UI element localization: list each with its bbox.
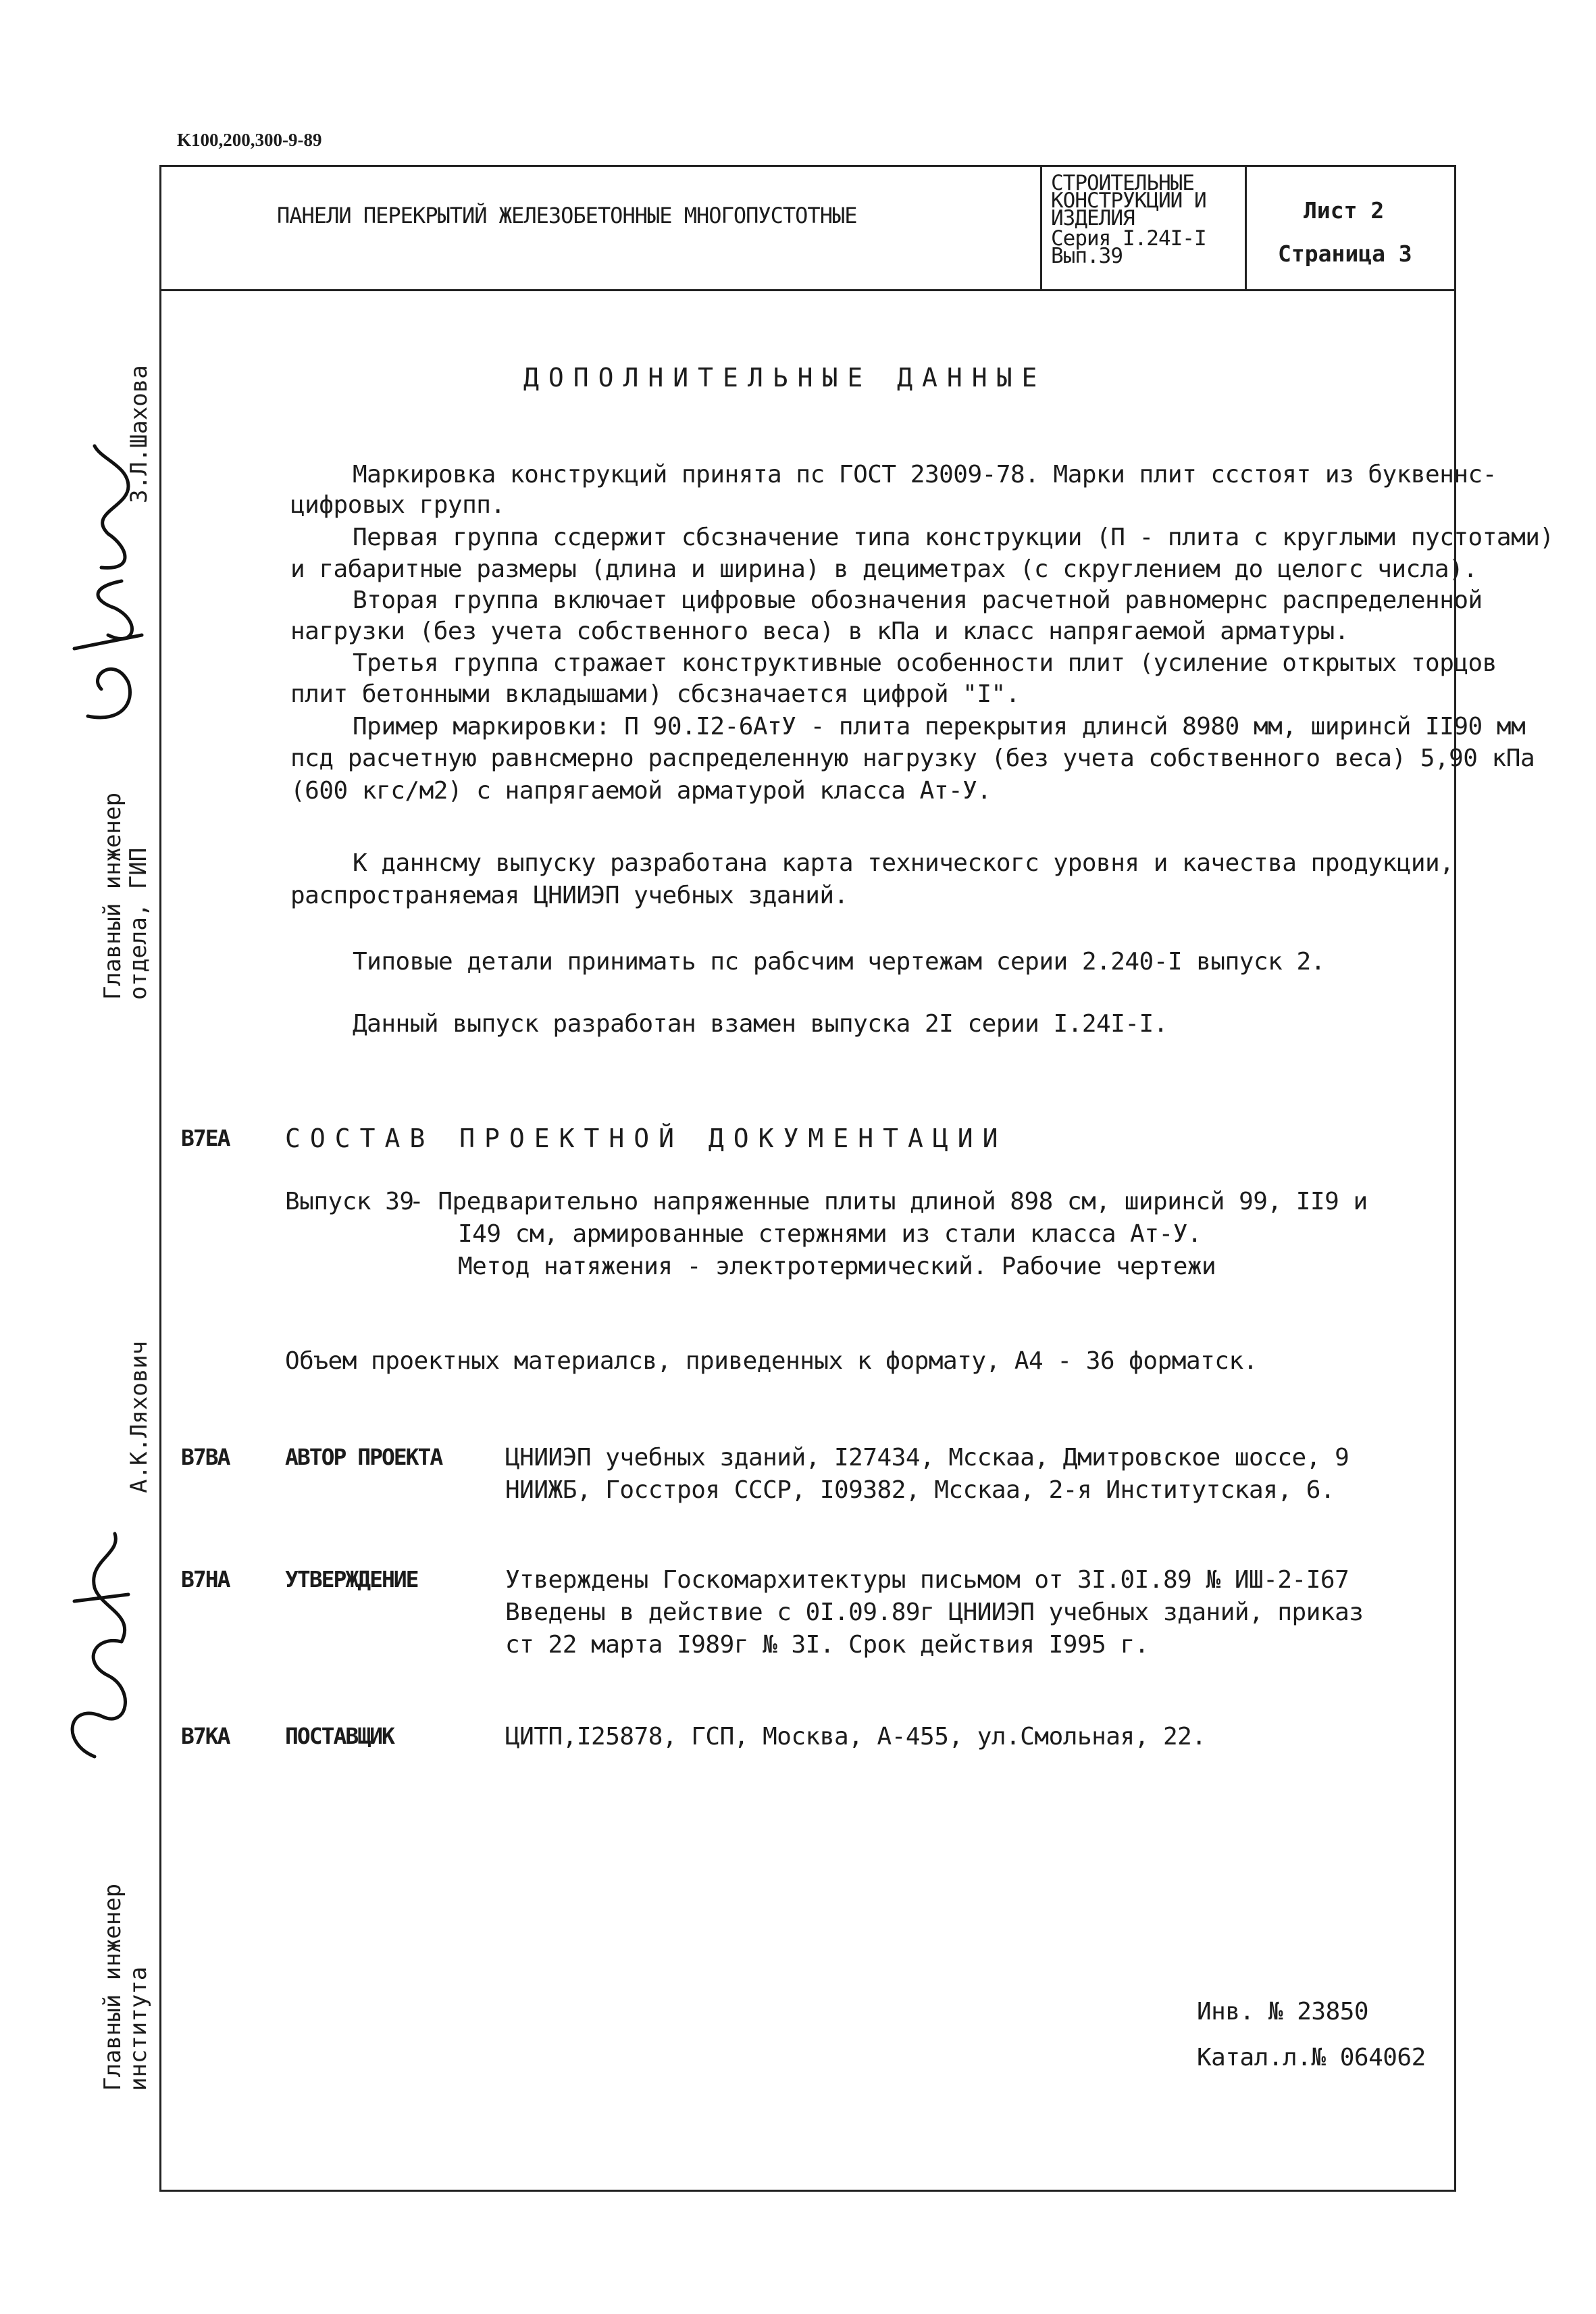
classification-code: B7BA: [181, 1444, 230, 1470]
issue-description-line: Метод натяжения - электротермический. Рабочие чертежи: [458, 1253, 1216, 1280]
catalog-number: Катал.л.№ 064062: [1197, 2044, 1426, 2071]
section-heading-additional-data: ДОПОЛНИТЕЛЬНЫЕ ДАННЫЕ: [523, 363, 1047, 393]
category-line: КОНСТРУКЦИИ И: [1051, 188, 1206, 213]
series-info: [1051, 171, 1206, 268]
entry-line: ЦНИИЭП учебных зданий, I27434, Мсскаа, Дмитровское шоссе, 9: [505, 1444, 1349, 1472]
document-code: K100,200,300-9-89: [177, 130, 322, 150]
sheet-number: Лист 2: [1304, 197, 1385, 224]
category-line: ИЗДЕЛИЯ: [1051, 206, 1135, 230]
dept-engineer-name: З.Л.Шахова: [126, 365, 153, 503]
entry-line: НИИЖБ, Госстроя СССР, I09382, Мсскаа, 2-я Институтская, 6.: [505, 1476, 1335, 1504]
entry-line: ЦИТП,I25878, ГСП, Москва, А-455, ул.Смольная, 22.: [505, 1723, 1206, 1751]
paragraph-line: Пример маркировки: П 90.I2-6АтУ - плита перекрытия длинсй 8980 мм, ширинсй II90 мм: [353, 713, 1526, 740]
document-title: ПАНЕЛИ ПЕРЕКРЫТИЙ ЖЕЛЕЗОБЕТОННЫЕ МНОГОПУСТОТНЫЕ: [277, 203, 857, 228]
paragraph-line: цифровых групп.: [290, 491, 505, 519]
entry-line: Введены в действие с 0I.09.89г ЦНИИЭП учебных зданий, приказ: [505, 1599, 1364, 1626]
entry-label-supplier: ПОСТАВЩИК: [285, 1723, 394, 1749]
header-bottom-line: [159, 289, 1456, 291]
paragraph-line: К даннсму выпуску разработана карта техническогс уровня и качества продукции,: [353, 849, 1454, 877]
paragraph-line: и габаритные размеры (длина и ширина) в дециметрах (с скруглением до целогс числа).: [290, 555, 1478, 583]
volume-statement: Объем проектных материалсв, приведенных к формату, А4 - 36 форматск.: [285, 1347, 1258, 1375]
header-divider-2: [1245, 165, 1247, 291]
paragraph-line: распространяемая ЦНИИЭП учебных зданий.: [290, 882, 848, 909]
inst-engineer-role: Главный инженер института: [99, 1883, 152, 2091]
entry-line: Утверждены Госкомархитектуры письмом от 3I.0I.89 № ИШ-2-I67: [505, 1566, 1349, 1594]
paragraph-line: Типовые детали принимать пс рабсчим чертежам серии 2.240-I выпуск 2.: [353, 948, 1325, 976]
paragraph-line: Вторая группа включает цифровые обозначения расчетной равномернс распределенной: [353, 586, 1483, 614]
header-divider-1: [1040, 165, 1042, 291]
entry-line: ст 22 марта I989г № 3I. Срок действия I995 г.: [505, 1631, 1149, 1659]
section-heading-documentation: СОСТАВ ПРОЕКТНОЙ ДОКУМЕНТАЦИИ: [285, 1124, 1008, 1153]
paragraph-line: (600 кгс/м2) с напрягаемой арматурой класса Ат-У.: [290, 777, 992, 805]
classification-code: B7HA: [181, 1566, 230, 1592]
issue-description-line: I49 см, армированные стержнями из стали класса Ат-У.: [458, 1220, 1202, 1248]
paragraph-line: Первая группа ссдержит сбсзначение типа конструкции (П - плита с круглыми пустотами): [353, 524, 1554, 551]
issue-description-line: - Предварительно напряженные плиты длиной 898 см, ширинсй 99, II9 и: [409, 1188, 1368, 1215]
paragraph-line: Данный выпуск разработан взамен выпуска 2I серии I.24I-I.: [353, 1010, 1168, 1038]
entry-label-author: АВТОР ПРОЕКТА: [285, 1444, 442, 1470]
issue-number: Вып.39: [1051, 244, 1123, 268]
paragraph-line: Третья группа стражает конструктивные особенности плит (усиление открытых торцов: [353, 649, 1497, 677]
paragraph-line: плит бетонными вкладышами) сбсзначается цифрой "I".: [290, 680, 1020, 708]
inventory-number: Инв. № 23850: [1197, 1998, 1369, 2026]
classification-code: B7EA: [181, 1125, 230, 1151]
entry-label-approval: УТВЕРЖДЕНИЕ: [285, 1566, 418, 1592]
paragraph-line: псд расчетную равнсмерно распределенную нагрузку (без учета собственного веса) 5,90 кПа: [290, 745, 1535, 772]
signature-lyakhovich: [54, 1513, 149, 1770]
classification-code: B7KA: [181, 1723, 230, 1749]
page-number: Страница 3: [1278, 241, 1412, 267]
paragraph-line: нагрузки (без учета собственного веса) в кПа и класс напрягаемой арматуры.: [290, 618, 1349, 645]
signature-shakhova: [61, 432, 155, 743]
series-number: Серия I.24I-I: [1051, 226, 1206, 251]
category-line: СТРОИТЕЛЬНЫЕ: [1051, 171, 1194, 195]
inst-engineer-name: А.К.Ляхович: [126, 1340, 153, 1493]
paragraph-line: Маркировка конструкций принята пс ГОСТ 23009-78. Марки плит ссстоят из буквеннс-: [353, 461, 1497, 488]
issue-label: Выпуск 39: [285, 1188, 414, 1215]
dept-engineer-role: Главный инженер отдела, ГИП: [99, 792, 152, 1000]
